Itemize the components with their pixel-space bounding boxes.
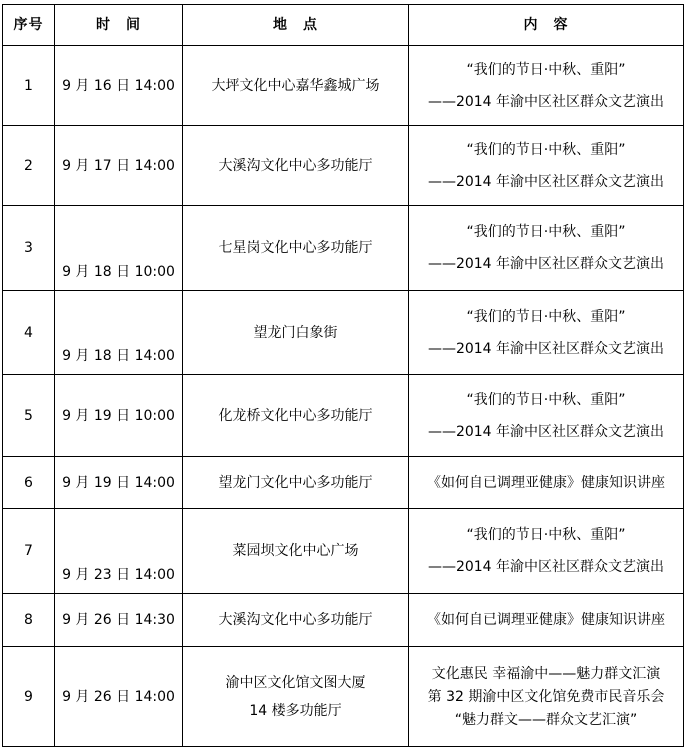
row-content bbox=[409, 594, 684, 647]
content-line: 第 32 期渝中区文化馆免费市民音乐会 bbox=[427, 688, 665, 705]
row-seq: 6 bbox=[3, 457, 55, 509]
row-time: 9 月 19 日 10:00 bbox=[55, 375, 183, 457]
content-line: ——2014 年渝中区社区群众文艺演出 bbox=[427, 173, 665, 190]
row-place bbox=[183, 375, 409, 457]
content-line: 《如何自已调理亚健康》健康知识讲座 bbox=[427, 474, 665, 491]
row-seq: 5 bbox=[3, 375, 55, 457]
row-place bbox=[183, 509, 409, 594]
content-line: 《如何自已调理亚健康》健康知识讲座 bbox=[427, 612, 665, 628]
table-row bbox=[3, 594, 684, 647]
row-seq: 2 bbox=[3, 126, 55, 206]
header-seq: 序号 bbox=[3, 5, 55, 46]
header-place: 地 点 bbox=[183, 5, 409, 46]
row-content bbox=[409, 46, 684, 126]
row-time: 9 月 18 日 14:00 bbox=[55, 291, 183, 375]
place-line: 化龙桥文化中心多功能厅 bbox=[218, 407, 373, 424]
place-line: 大溪沟文化中心多功能厅 bbox=[218, 157, 373, 174]
row-time: 9 月 18 日 10:00 bbox=[55, 206, 183, 291]
place-line: 大坪文化中心嘉华鑫城广场 bbox=[211, 77, 380, 94]
content-line: ——2014 年渝中区社区群众文艺演出 bbox=[427, 423, 665, 440]
content-line: 文化惠民 幸福渝中——魅力群文汇演 bbox=[431, 665, 661, 682]
table-row bbox=[3, 291, 684, 375]
row-place bbox=[183, 126, 409, 206]
content-line: ——2014 年渝中区社区群众文艺演出 bbox=[427, 559, 665, 575]
row-content bbox=[409, 457, 684, 509]
table-row bbox=[3, 46, 684, 126]
content-line: “我们的节日·中秋、重阳” bbox=[466, 224, 626, 240]
row-time: 9 月 17 日 14:00 bbox=[55, 126, 183, 206]
content-line: ——2014 年渝中区社区群众文艺演出 bbox=[427, 340, 665, 357]
row-content bbox=[409, 375, 684, 457]
table-row bbox=[3, 206, 684, 291]
table-row bbox=[3, 375, 684, 457]
row-seq: 3 bbox=[3, 206, 55, 291]
row-seq: 1 bbox=[3, 46, 55, 126]
content-line: “我们的节日·中秋、重阳” bbox=[466, 61, 626, 78]
row-content bbox=[409, 206, 684, 291]
row-content bbox=[409, 291, 684, 375]
place-line: 望龙门文化中心多功能厅 bbox=[218, 474, 373, 491]
place-line: 望龙门白象街 bbox=[253, 324, 338, 341]
row-content bbox=[409, 126, 684, 206]
place-line: 七星岗文化中心多功能厅 bbox=[218, 240, 373, 256]
table-row bbox=[3, 457, 684, 509]
row-content bbox=[409, 509, 684, 594]
content-line: “我们的节日·中秋、重阳” bbox=[466, 308, 626, 325]
row-place bbox=[183, 206, 409, 291]
table-row bbox=[3, 126, 684, 206]
header-time: 时 间 bbox=[55, 5, 183, 46]
header-row bbox=[3, 5, 684, 46]
row-time: 9 月 26 日 14:00 bbox=[55, 647, 183, 747]
content-line: “我们的节日·中秋、重阳” bbox=[466, 141, 626, 158]
content-line: “魅力群文——群众文艺汇演” bbox=[454, 711, 638, 728]
content-line: “我们的节日·中秋、重阳” bbox=[466, 391, 626, 408]
row-place bbox=[183, 594, 409, 647]
row-seq: 7 bbox=[3, 509, 55, 594]
row-seq: 8 bbox=[3, 594, 55, 647]
content-line: “我们的节日·中秋、重阳” bbox=[466, 527, 626, 543]
row-place bbox=[183, 291, 409, 375]
table-row bbox=[3, 647, 684, 747]
row-time: 9 月 16 日 14:00 bbox=[55, 46, 183, 126]
content-line: ——2014 年渝中区社区群众文艺演出 bbox=[427, 256, 665, 272]
row-content bbox=[409, 647, 684, 747]
row-seq: 9 bbox=[3, 647, 55, 747]
row-seq: 4 bbox=[3, 291, 55, 375]
row-time: 9 月 26 日 14:30 bbox=[55, 594, 183, 647]
place-line: 14 楼多功能厅 bbox=[249, 702, 342, 719]
table-row bbox=[3, 509, 684, 594]
schedule-table bbox=[2, 4, 684, 747]
row-place bbox=[183, 457, 409, 509]
row-time: 9 月 23 日 14:00 bbox=[55, 509, 183, 594]
header-content: 内 容 bbox=[409, 5, 684, 46]
row-time: 9 月 19 日 14:00 bbox=[55, 457, 183, 509]
place-line: 渝中区文化馆文图大厦 bbox=[225, 674, 366, 691]
place-line: 菜园坝文化中心广场 bbox=[232, 543, 359, 559]
place-line: 大溪沟文化中心多功能厅 bbox=[218, 612, 373, 628]
row-place bbox=[183, 46, 409, 126]
row-place bbox=[183, 647, 409, 747]
content-line: ——2014 年渝中区社区群众文艺演出 bbox=[427, 93, 665, 110]
